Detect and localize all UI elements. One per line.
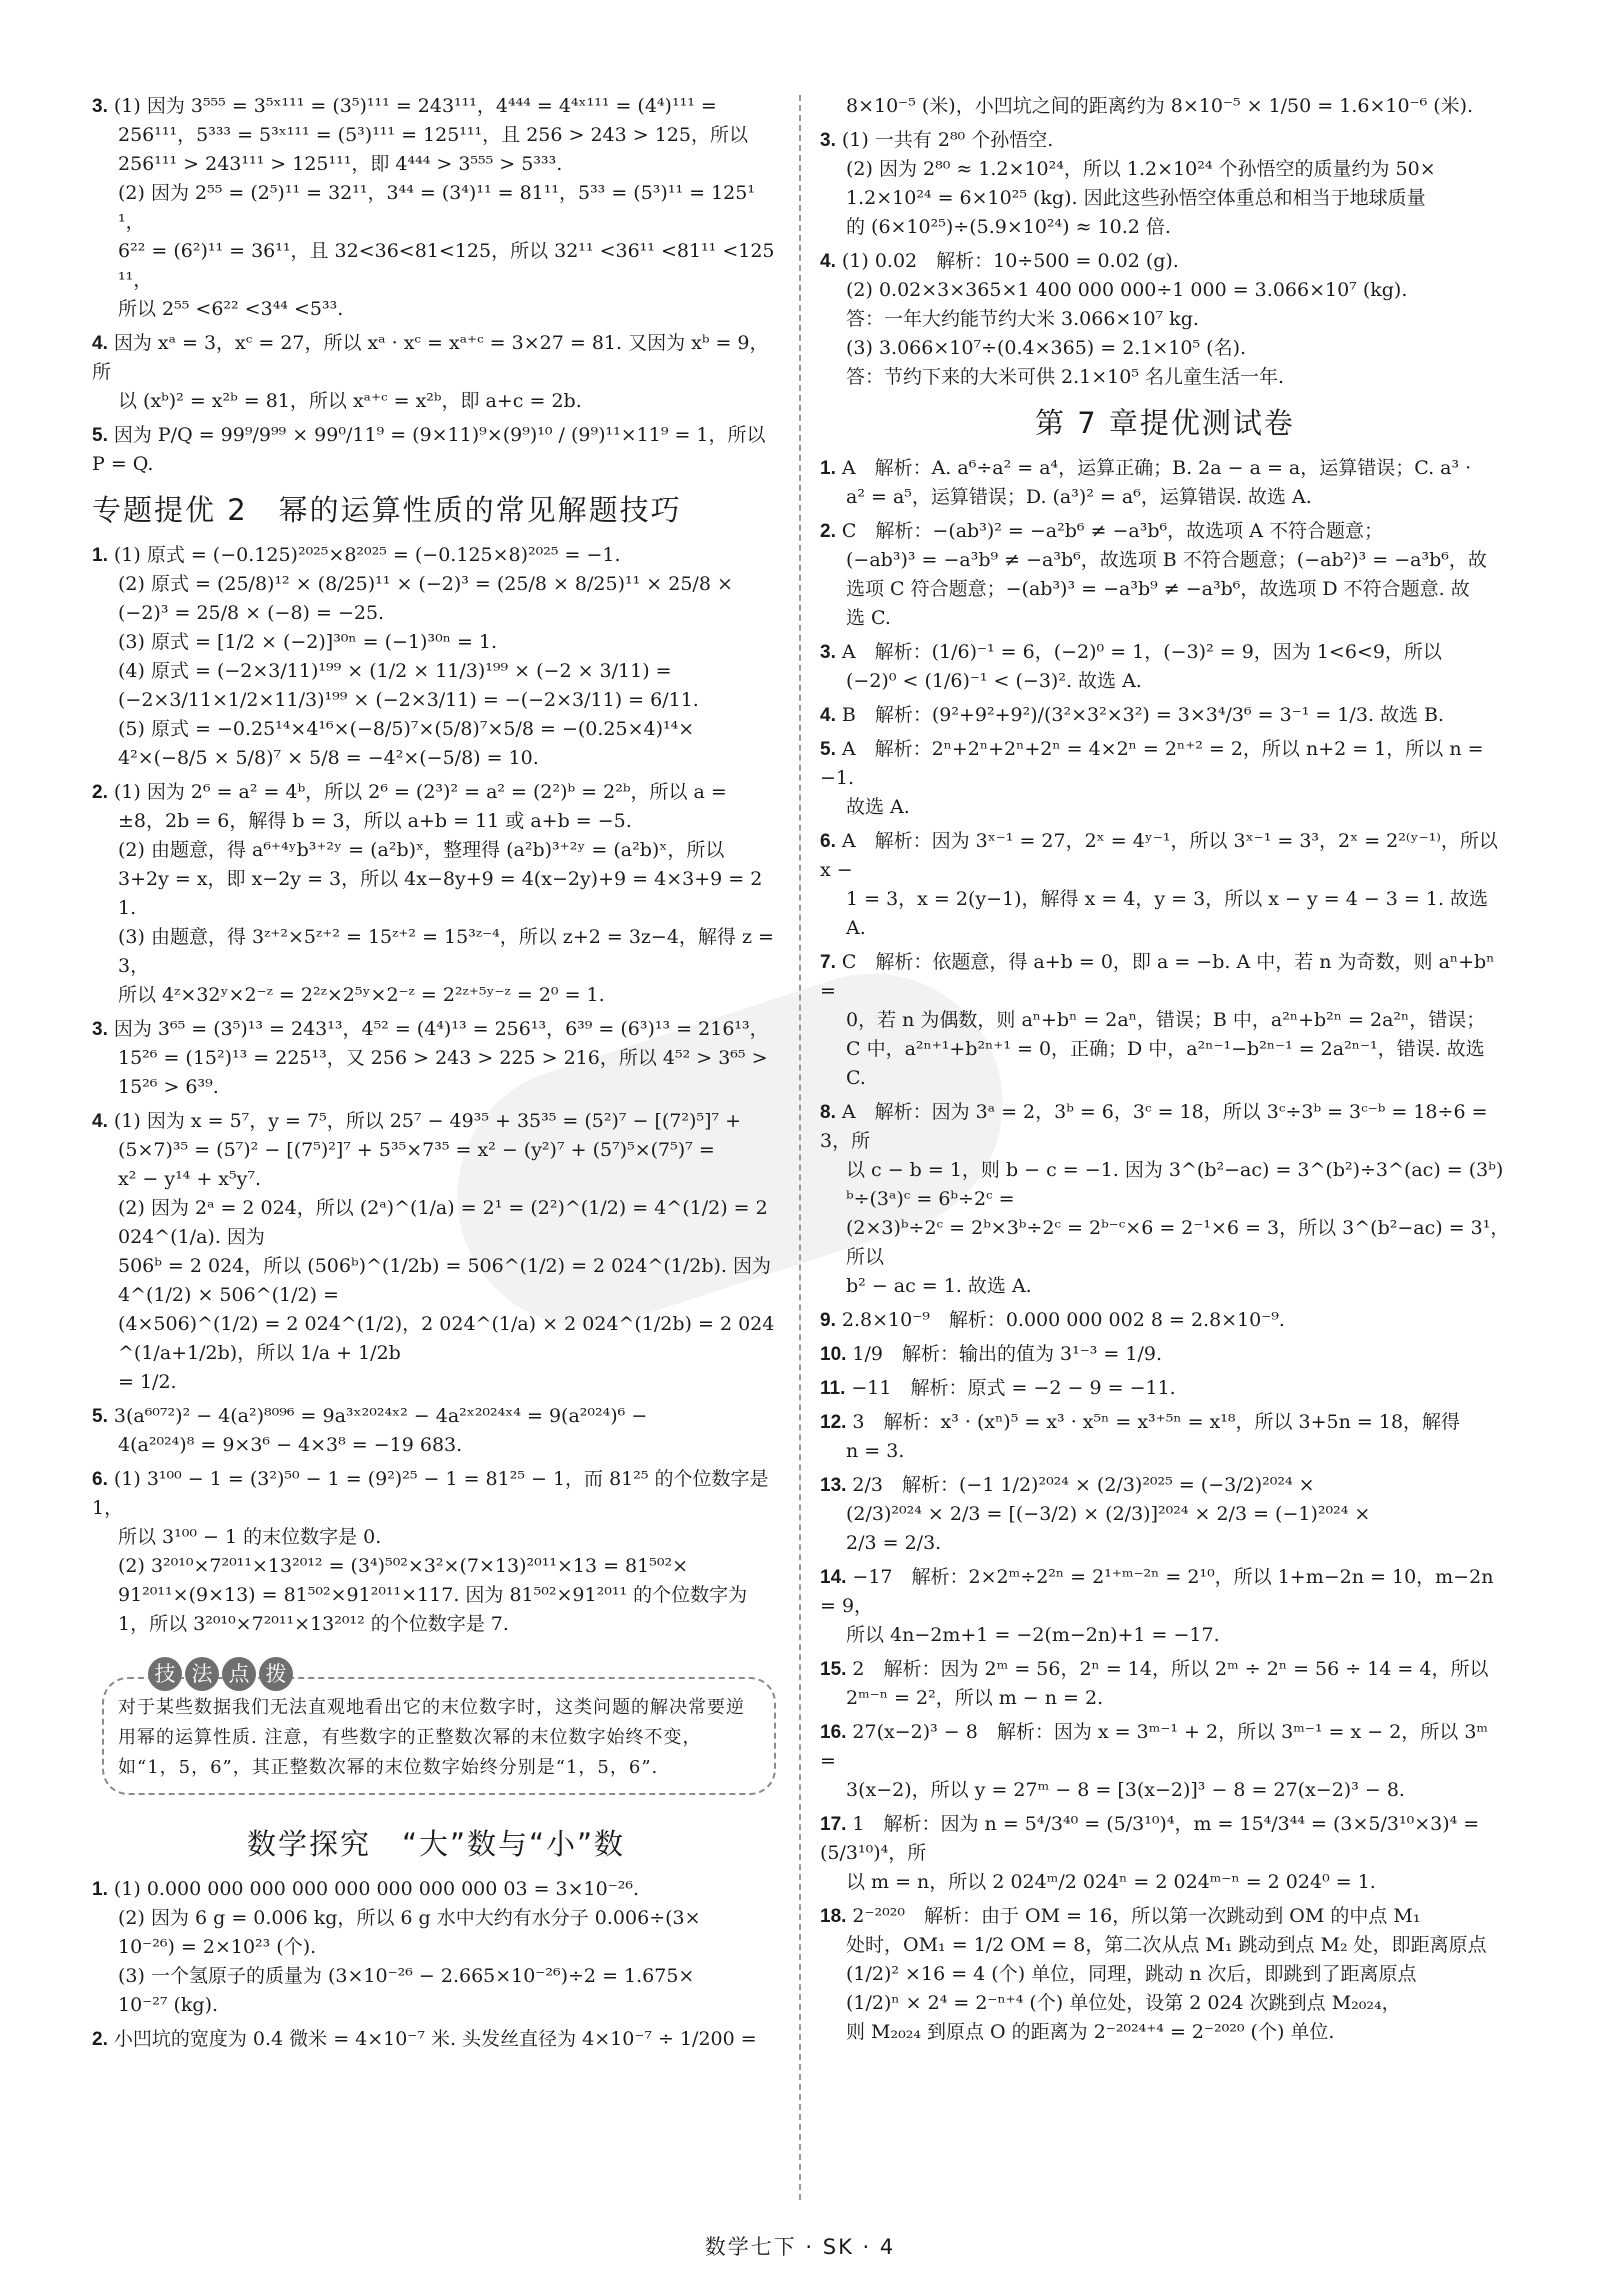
answer-line — [820, 483, 1510, 512]
answer-item — [820, 827, 1510, 943]
answer-line — [820, 1272, 1510, 1301]
answer-line — [820, 1471, 1510, 1500]
answer-line — [820, 126, 1510, 155]
answer-line — [820, 454, 1510, 483]
answer-text: A 解析：2ⁿ+2ⁿ+2ⁿ+2ⁿ = 4×2ⁿ = 2ⁿ⁺² = 2，所以 n+2 = 1，所以 n = −1. — [820, 738, 1484, 789]
right-items-group-2 — [820, 454, 1510, 2047]
answer-text: n = 3. — [846, 1440, 905, 1462]
answer-text: 3(a⁶⁰⁷²)² − 4(a²)⁸⁰⁹⁶ = 9a³ˣ²⁰²⁴ˣ² − 4a²ˣ²⁰²⁴ˣ⁴ = 9(a²⁰²⁴)⁶ − — [113, 1405, 648, 1427]
answer-line — [820, 1776, 1510, 1805]
answer-item — [92, 2025, 780, 2054]
answer-text: 则 M₂₀₂₄ 到原点 O 的距离为 2⁻²⁰²⁴⁺⁴ = 2⁻²⁰²⁰ (个) 单位. — [846, 2021, 1335, 2043]
answer-line — [820, 667, 1510, 696]
answer-line — [92, 570, 780, 599]
answer-line — [92, 421, 780, 479]
section-title-topic2: 专题提优 2 幂的运算性质的常见解题技巧 — [92, 493, 682, 527]
answer-text: ±8，2b = 6，解得 b = 3，所以 a+b = 11 或 a+b = −5. — [118, 810, 632, 832]
answer-text: (2) 3²⁰¹⁰×7²⁰¹¹×13²⁰¹² = (3⁴)⁵⁰²×3²×(7×13)²⁰¹¹×13 = 81⁵⁰²× — [118, 1555, 688, 1577]
section-title-chapter7: 第 7 章提优测试卷 — [1035, 406, 1295, 440]
answer-text: (1) 一共有 2⁸⁰ 个孙悟空. — [841, 129, 1054, 151]
answer-line — [820, 1718, 1510, 1776]
answer-text: 2ᵐ⁻ⁿ = 2²，所以 m − n = 2. — [846, 1687, 1104, 1709]
answer-item — [820, 638, 1510, 696]
answer-line — [92, 1991, 780, 2020]
answer-text: 1，所以 3²⁰¹⁰×7²⁰¹¹×13²⁰¹² 的个位数字是 7. — [118, 1613, 509, 1635]
answer-line — [92, 237, 780, 295]
left-items-group-2 — [92, 541, 780, 1639]
answer-line — [820, 1655, 1510, 1684]
answer-item — [820, 1718, 1510, 1805]
answer-text: (5) 原式 = −0.25¹⁴×4¹⁶×(−8/5)⁷×(5/8)⁷×5/8 = −(0.25×4)¹⁴× — [118, 718, 695, 740]
answer-line — [820, 701, 1510, 730]
answer-line — [92, 744, 780, 773]
answer-line — [820, 2018, 1510, 2047]
answer-item — [820, 1408, 1510, 1466]
answer-text: 10⁻²⁶) = 2×10²³ (个). — [118, 1936, 317, 1958]
item-number: 4. — [820, 705, 836, 726]
answer-text: (1/2)² ×16 = 4 (个) 单位，同理，跳动 n 次后，即跳到了距离原点 — [846, 1963, 1417, 1985]
answer-line — [92, 541, 780, 570]
item-number: 13. — [820, 1475, 847, 1496]
answer-text: (2/3)²⁰²⁴ × 2/3 = [(−3/2) × (2/3)]²⁰²⁴ × 2/3 = (−1)²⁰²⁴ × — [846, 1503, 1371, 1525]
answer-line — [92, 1136, 780, 1165]
answer-line — [820, 305, 1510, 334]
answer-text: 选项 C 符合题意；−(ab³)³ = −a³b⁹ ≠ −a³b⁶，故选项 D 不符合题意. 故 — [846, 578, 1470, 600]
answer-text: (2) 由题意，得 a⁶⁺⁴ʸb³⁺²ʸ = (a²b)ˣ，整理得 (a²b)³⁺²ʸ = (a²b)ˣ，所以 — [118, 839, 725, 861]
answer-text: B 解析：(9²+9²+9²)/(3²×3²×3²) = 3×3⁴/3⁶ = 3⁻¹ = 1/3. 故选 B. — [841, 704, 1445, 726]
left-items-group — [92, 92, 780, 479]
tip-badge-char: 法 — [185, 1657, 219, 1691]
answer-text: 2⁻²⁰²⁰ 解析：由于 OM = 16，所以第一次跳动到 OM 的中点 M₁ — [852, 1905, 1421, 1927]
answer-line — [92, 865, 780, 923]
answer-line — [820, 1931, 1510, 1960]
answer-text: (4) 原式 = (−2×3/11)¹⁹⁹ × (1/2 × 11/3)¹⁹⁹ × (−2 × 3/11) = — [118, 660, 672, 682]
answer-text: 2 解析：因为 2ᵐ = 56，2ⁿ = 14，所以 2ᵐ ÷ 2ⁿ = 56 ÷ 14 = 4，所以 — [852, 1658, 1489, 1680]
answer-text: 以 (xᵇ)² = x²ᵇ = 81，所以 xᵃ⁺ᶜ = x²ᵇ，即 a+c = 2b. — [118, 390, 582, 412]
answer-text: 选 C. — [846, 607, 891, 629]
answer-line — [92, 1252, 780, 1310]
answer-text: 的 (6×10²⁵)÷(5.9×10²⁴) ≈ 10.2 倍. — [846, 216, 1171, 238]
answer-text: (2) 原式 = (25/8)¹² × (8/25)¹¹ × (−2)³ = (25/8 × 8/25)¹¹ × 25/8 × — [118, 573, 733, 595]
item-number: 16. — [820, 1722, 847, 1743]
answer-line — [820, 638, 1510, 667]
answer-text: A 解析：因为 3ᵃ = 2，3ᵇ = 6，3ᶜ = 18，所以 3ᶜ÷3ᵇ = 3ᶜ⁻ᵇ = 18÷6 = 3，所 — [820, 1101, 1488, 1152]
answer-line — [92, 329, 780, 387]
answer-line — [92, 121, 780, 150]
answer-text: (−ab³)³ = −a³b⁹ ≠ −a³b⁶，故选项 B 不符合题意；(−ab²)³ = −a³b⁶，故 — [846, 549, 1487, 571]
answer-text: 所以 4n−2m+1 = −2(m−2n)+1 = −17. — [846, 1624, 1220, 1646]
answer-text: 6²² = (6²)¹¹ = 36¹¹，且 32<36<81<125，所以 32¹¹ <36¹¹ <81¹¹ <125¹¹， — [118, 240, 775, 291]
answer-line — [92, 2025, 780, 2054]
answer-line — [820, 334, 1510, 363]
item-number: 3. — [820, 130, 836, 151]
answer-line — [820, 1214, 1510, 1272]
page-footer: 数学七下 · SK · 4 — [704, 2235, 896, 2259]
answer-item — [820, 1306, 1510, 1335]
answer-line — [92, 1368, 780, 1397]
answer-text: (1/2)ⁿ × 2⁴ = 2⁻ⁿ⁺⁴ (个) 单位处，设第 2 024 次跳到点 M₂₀₂₄， — [846, 1992, 1401, 2014]
answer-text: (1) 因为 3⁵⁵⁵ = 3⁵ˣ¹¹¹ = (3⁵)¹¹¹ = 243¹¹¹，4⁴⁴⁴ = 4⁴ˣ¹¹¹ = (4⁴)¹¹¹ = — [113, 95, 717, 117]
item-number: 3. — [820, 642, 836, 663]
answer-text: (5×7)³⁵ = (5⁷)² − [(7⁵)²]⁷ + 5³⁵×7³⁵ = x² − (y²)⁷ + (5⁷)⁵×(7⁵)⁷ = — [118, 1139, 715, 1161]
answer-item — [92, 541, 780, 773]
answer-text: 以 c − b = 1，则 b − c = −1. 因为 3^(b²−ac) = 3^(b²)÷3^(ac) = (3ᵇ)ᵇ÷(3ᵃ)ᶜ = 6ᵇ÷2ᶜ = — [846, 1159, 1504, 1210]
item-number: 15. — [820, 1659, 847, 1680]
answer-line — [820, 1684, 1510, 1713]
answer-text: (2) 因为 2⁵⁵ = (2⁵)¹¹ = 32¹¹，3⁴⁴ = (3⁴)¹¹ = 81¹¹，5³³ = (5³)¹¹ = 125¹¹， — [118, 182, 755, 233]
answer-text: 小凹坑的宽度为 0.4 微米 = 4×10⁻⁷ 米. 头发丝直径为 4×10⁻⁷ ÷ 1/200 = — [113, 2028, 757, 2050]
item-number: 5. — [92, 425, 108, 446]
answer-line — [92, 179, 780, 237]
answer-line — [92, 923, 780, 981]
item-number: 14. — [820, 1567, 847, 1588]
answer-line — [820, 948, 1510, 1006]
answer-item — [92, 329, 780, 416]
answer-line — [820, 1098, 1510, 1156]
answer-text: 1/9 解析：输出的值为 3¹⁻³ = 1/9. — [852, 1343, 1163, 1365]
tip-box — [102, 1662, 776, 1795]
answer-line — [92, 150, 780, 179]
answer-line — [92, 1107, 780, 1136]
answer-line — [820, 1989, 1510, 2018]
answer-line — [92, 1194, 780, 1252]
answer-line — [92, 387, 780, 416]
answer-text: 故选 A. — [846, 796, 910, 818]
answer-line — [92, 1581, 780, 1610]
answer-text: 8×10⁻⁵ (米)，小凹坑之间的距离约为 8×10⁻⁵ × 1/50 = 1.6×10⁻⁶ (米). — [846, 95, 1474, 117]
answer-text: 答：节约下来的大米可供 2.1×10⁵ 名儿童生活一年. — [846, 366, 1285, 388]
right-items-group — [820, 92, 1510, 392]
answer-line — [92, 686, 780, 715]
answer-item — [820, 517, 1510, 633]
answer-text: 15²⁶ = (15²)¹³ = 225¹³，又 256 > 243 > 225 > 216，所以 4⁵² > 3⁶⁵ > — [118, 1047, 768, 1069]
answer-text: 所以 2⁵⁵ <6²² <3⁴⁴ <5³³. — [118, 298, 344, 320]
answer-text: b² − ac = 1. 故选 A. — [846, 1275, 1032, 1297]
answer-text: (−2)³ = 25/8 × (−8) = −25. — [118, 602, 385, 624]
answer-text: 处时，OM₁ = 1/2 OM = 8，第二次从点 M₁ 跳动到点 M₂ 处，即距离原点 — [846, 1934, 1487, 1956]
answer-text: 3+2y = x，即 x−2y = 3，所以 4x−8y+9 = 4(x−2y)+9 = 4×3+9 = 21. — [118, 868, 763, 919]
answer-line — [92, 1610, 780, 1639]
answer-text: (2×3)ᵇ÷2ᶜ = 2ᵇ×3ᵇ÷2ᶜ = 2ᵇ⁻ᶜ×6 = 2⁻¹×6 = 3，所以 3^(b²−ac) = 3¹，所以 — [846, 1217, 1510, 1268]
answer-line — [92, 599, 780, 628]
right-column — [820, 92, 1510, 2052]
answer-text: (2) 因为 6 g = 0.006 kg，所以 6 g 水中大约有水分子 0.006÷(3× — [118, 1907, 701, 1929]
answer-item — [92, 1107, 780, 1397]
item-number: 1. — [92, 1879, 108, 1900]
item-number: 12. — [820, 1412, 847, 1433]
item-number: 5. — [92, 1406, 108, 1427]
answer-item — [820, 126, 1510, 242]
answer-text: (2) 因为 2ᵃ = 2 024，所以 (2ᵃ)^(1/a) = 2¹ = (2²)^(1/2) = 4^(1/2) = 2 024^(1/a). 因为 — [118, 1197, 768, 1248]
answer-text: 答：一年大约能节约大米 3.066×10⁷ kg. — [846, 308, 1199, 330]
item-number: 5. — [820, 739, 836, 760]
answer-line — [820, 517, 1510, 546]
answer-text: 1 解析：因为 n = 5⁴/3⁴⁰ = (5/3¹⁰)⁴，m = 15⁴/3⁴⁴ = (3×5/3¹⁰×3)⁴ = (5/3¹⁰)⁴，所 — [820, 1813, 1480, 1864]
answer-text: 所以 4ᶻ×32ʸ×2⁻ᶻ = 2²ᶻ×2⁵ʸ×2⁻ᶻ = 2²ᶻ⁺⁵ʸ⁻ᶻ = 2⁰ = 1. — [118, 984, 605, 1006]
answer-line — [820, 1408, 1510, 1437]
item-number: 2. — [820, 521, 836, 542]
answer-item — [92, 1875, 780, 2020]
answer-text: C 中，a²ⁿ⁺¹+b²ⁿ⁺¹ = 0，正确；D 中，a²ⁿ⁻¹−b²ⁿ⁻¹ = 2a²ⁿ⁻¹，错误. 故选 C. — [846, 1038, 1485, 1089]
item-number: 7. — [820, 952, 836, 973]
section-title-explore: 数学探究 “大”数与“小”数 — [246, 1827, 626, 1861]
answer-text: 因为 xᵃ = 3，xᶜ = 27，所以 xᵃ · xᶜ = xᵃ⁺ᶜ = 3×27 = 81. 又因为 xᵇ = 9，所 — [92, 332, 769, 383]
answer-item — [820, 948, 1510, 1093]
item-number: 2. — [92, 782, 108, 803]
answer-line — [820, 1340, 1510, 1369]
answer-text: (1) 0.02 解析：10÷500 = 0.02 (g). — [841, 250, 1179, 272]
answer-text: a² = a⁵，运算错误；D. (a³)² = a⁶，运算错误. 故选 A. — [846, 486, 1312, 508]
answer-text: = 1/2. — [118, 1371, 177, 1393]
answer-line — [92, 1523, 780, 1552]
answer-text: 506ᵇ = 2 024，所以 (506ᵇ)^(1/2b) = 506^(1/2) = 2 024^(1/2b). 因为 4^(1/2) × 506^(1/2) = — [118, 1255, 772, 1306]
answer-text: A 解析：(1/6)⁻¹ = 6，(−2)⁰ = 1，(−3)² = 9，因为 1<6<9，所以 — [841, 641, 1442, 663]
answer-line — [92, 1933, 780, 1962]
answer-text: 所以 3¹⁰⁰ − 1 的末位数字是 0. — [118, 1526, 382, 1548]
answer-line — [820, 276, 1510, 305]
answer-line — [92, 807, 780, 836]
answer-line — [92, 715, 780, 744]
answer-line — [92, 1310, 780, 1368]
answer-item — [820, 1340, 1510, 1369]
answer-line — [92, 1875, 780, 1904]
answer-line — [820, 213, 1510, 242]
answer-text: 10⁻²⁷ (kg). — [118, 1994, 219, 2016]
answer-line — [92, 295, 780, 324]
explore-items-group — [92, 1875, 780, 2054]
answer-line — [92, 1552, 780, 1581]
answer-text: (−2×3/11×1/2×11/3)¹⁹⁹ × (−2×3/11) = −(−2×3/11) = 6/11. — [118, 689, 699, 711]
answer-text: x² − y¹⁴ + x⁵y⁷. — [118, 1168, 262, 1190]
item-number: 1. — [820, 458, 836, 479]
answer-line — [92, 836, 780, 865]
answer-line — [820, 1810, 1510, 1868]
answer-line — [820, 1374, 1510, 1403]
answer-text: 因为 3⁶⁵ = (3⁵)¹³ = 243¹³，4⁵² = (4⁴)¹³ = 256¹³，6³⁹ = (6³)¹³ = 216¹³， — [113, 1018, 769, 1040]
answer-text: 3 解析：x³ · (xⁿ)⁵ = x³ · x⁵ⁿ = x³⁺⁵ⁿ = x¹⁸，所以 3+5n = 18，解得 — [852, 1411, 1461, 1433]
answer-text: (4×506)^(1/2) = 2 024^(1/2)，2 024^(1/a) × 2 024^(1/2b) = 2 024^(1/a+1/2b)，所以 1/a + 1/2b — [118, 1313, 775, 1364]
item-number: 4. — [92, 1111, 108, 1132]
answer-text: 256¹¹¹ > 243¹¹¹ > 125¹¹¹，即 4⁴⁴⁴ > 3⁵⁵⁵ > 5³³³. — [118, 153, 563, 175]
answer-line — [92, 1962, 780, 1991]
item-number: 17. — [820, 1814, 847, 1835]
answer-item — [92, 1465, 780, 1639]
answer-text: C 解析：−(ab³)² = −a²b⁶ ≠ −a³b⁶，故选项 A 不符合题意； — [841, 520, 1383, 542]
answer-text: (1) 因为 x = 5⁷，y = 7⁵，所以 25⁷ − 49³⁵ + 35³⁵ = (5²)⁷ − [(7²)⁵]⁷ + — [113, 1110, 742, 1132]
answer-text: A 解析：因为 3ˣ⁻¹ = 27，2ˣ = 4ʸ⁻¹，所以 3ˣ⁻¹ = 3³，2ˣ = 2²⁽ʸ⁻¹⁾，所以 x − — [820, 830, 1498, 881]
answer-text: 2.8×10⁻⁹ 解析：0.000 000 002 8 = 2.8×10⁻⁹. — [841, 1309, 1285, 1331]
answer-line — [92, 778, 780, 807]
answer-text: (1) 0.000 000 000 000 000 000 000 000 03 = 3×10⁻²⁶. — [113, 1878, 640, 1900]
answer-line — [820, 92, 1510, 121]
answer-line — [820, 1035, 1510, 1093]
answer-line — [820, 1621, 1510, 1650]
item-number: 10. — [820, 1344, 847, 1365]
tip-text: 对于某些数据我们无法直观地看出它的末位数字时，这类问题的解决常要逆用幂的运算性质. 注意，有些数字的正整数次幂的末位数字始终不变，如“1，5，6”，其正整数次幂的末位数字始终分别是“1，5，6”. — [118, 1697, 745, 1778]
answer-text: (1) 3¹⁰⁰ − 1 = (3²)⁵⁰ − 1 = (9²)²⁵ − 1 = 81²⁵ − 1，而 81²⁵ 的个位数字是 1， — [92, 1468, 769, 1519]
item-number: 2. — [92, 2029, 108, 2050]
answer-line — [820, 1156, 1510, 1214]
tip-badge-char: 点 — [222, 1657, 256, 1691]
answer-line — [92, 628, 780, 657]
answer-line — [820, 1529, 1510, 1558]
answer-item — [92, 92, 780, 324]
answer-line — [820, 1868, 1510, 1897]
answer-item — [820, 1098, 1510, 1301]
answer-text: 因为 P/Q = 99⁹/9⁹⁹ × 99⁰/11⁹ = (9×11)⁹×(9⁹)¹⁰ / (9⁹)¹¹×11⁹ = 1，所以 P = Q. — [92, 424, 766, 475]
answer-text: (1) 因为 2⁶ = a² = 4ᵇ，所以 2⁶ = (2³)² = a² = (2²)ᵇ = 2²ᵇ，所以 a = — [113, 781, 727, 803]
item-number: 9. — [820, 1310, 836, 1331]
answer-line — [820, 1500, 1510, 1529]
tip-badge-char: 拨 — [259, 1657, 293, 1691]
answer-item — [92, 1015, 780, 1102]
answer-text: 4(a²⁰²⁴)⁸ = 9×3⁶ − 4×3⁸ = −19 683. — [118, 1434, 463, 1456]
answer-text: 以 m = n，所以 2 024ᵐ/2 024ⁿ = 2 024ᵐ⁻ⁿ = 2 024⁰ = 1. — [846, 1871, 1376, 1893]
answer-line — [820, 604, 1510, 633]
item-number: 3. — [92, 96, 108, 117]
answer-line — [92, 1015, 780, 1044]
answer-line — [92, 1073, 780, 1102]
answer-text: 1.2×10²⁴ = 6×10²⁵ (kg). 因此这些孙悟空体重总和相当于地球质量 — [846, 187, 1426, 209]
answer-line — [92, 1465, 780, 1523]
answer-item — [820, 735, 1510, 822]
answer-text: −17 解析：2×2ᵐ÷2²ⁿ = 2¹⁺ᵐ⁻²ⁿ = 2¹⁰，所以 1+m−2n = 10，m−2n = 9， — [820, 1566, 1494, 1617]
item-number: 3. — [92, 1019, 108, 1040]
answer-line — [92, 92, 780, 121]
answer-line — [820, 1902, 1510, 1931]
item-number: 1. — [92, 545, 108, 566]
answer-line — [92, 657, 780, 686]
tip-badge-char: 技 — [148, 1657, 182, 1691]
answer-text: C 解析：依题意，得 a+b = 0，即 a = −b. A 中，若 n 为奇数，则 aⁿ+bⁿ = — [820, 951, 1495, 1002]
answer-line — [820, 363, 1510, 392]
item-number: 8. — [820, 1102, 836, 1123]
answer-item — [820, 701, 1510, 730]
answer-line — [820, 247, 1510, 276]
answer-line — [820, 885, 1510, 943]
answer-line — [820, 735, 1510, 793]
answer-text: 15²⁶ > 6³⁹. — [118, 1076, 219, 1098]
item-number: 6. — [92, 1469, 108, 1490]
answer-line — [820, 1437, 1510, 1466]
answer-text: A 解析：A. a⁶÷a² = a⁴，运算正确；B. 2a − a = a，运算错误；C. a³ · — [841, 457, 1472, 479]
item-number: 18. — [820, 1906, 847, 1927]
answer-text: 2/3 解析：(−1 1/2)²⁰²⁴ × (2/3)²⁰²⁵ = (−3/2)²⁰²⁴ × — [852, 1474, 1315, 1496]
item-number: 4. — [92, 333, 108, 354]
answer-text: 1 = 3，x = 2(y−1)，解得 x = 4，y = 3，所以 x − y = 4 − 3 = 1. 故选 A. — [846, 888, 1489, 939]
answer-line — [820, 575, 1510, 604]
answer-item — [820, 247, 1510, 392]
item-number: 4. — [820, 251, 836, 272]
answer-item — [820, 1471, 1510, 1558]
answer-text: (3) 3.066×10⁷÷(0.4×365) = 2.1×10⁵ (名). — [846, 337, 1247, 359]
item-number: 6. — [820, 831, 836, 852]
answer-text: (2) 0.02×3×365×1 400 000 000÷1 000 = 3.066×10⁷ (kg). — [846, 279, 1408, 301]
answer-line — [820, 1563, 1510, 1621]
answer-text: (2) 因为 2⁸⁰ ≈ 1.2×10²⁴，所以 1.2×10²⁴ 个孙悟空的质量约为 50× — [846, 158, 1436, 180]
answer-item — [820, 92, 1510, 121]
answer-text: (3) 原式 = [1/2 × (−2)]³⁰ⁿ = (−1)³⁰ⁿ = 1. — [118, 631, 498, 653]
answer-text: (−2)⁰ < (1/6)⁻¹ < (−3)². 故选 A. — [846, 670, 1142, 692]
column-divider — [799, 95, 801, 2200]
answer-text: (3) 一个氢原子的质量为 (3×10⁻²⁶ − 2.665×10⁻²⁶)÷2 = 1.675× — [118, 1965, 695, 1987]
left-column — [92, 92, 780, 2059]
answer-line — [92, 981, 780, 1010]
answer-item — [92, 421, 780, 479]
answer-line — [92, 1402, 780, 1431]
answer-line — [92, 1044, 780, 1073]
answer-item — [820, 1655, 1510, 1713]
answer-item — [820, 1374, 1510, 1403]
answer-text: 256¹¹¹，5³³³ = 5³ˣ¹¹¹ = (5³)¹¹¹ = 125¹¹¹，且 256 > 243 > 125，所以 — [118, 124, 748, 146]
answer-line — [820, 155, 1510, 184]
answer-item — [92, 1402, 780, 1460]
answer-line — [820, 1306, 1510, 1335]
answer-text: 91²⁰¹¹×(9×13) = 81⁵⁰²×91²⁰¹¹×117. 因为 81⁵⁰²×91²⁰¹¹ 的个位数字为 — [118, 1584, 748, 1606]
answer-line — [92, 1904, 780, 1933]
answer-text: 4²×(−8/5 × 5/8)⁷ × 5/8 = −4²×(−5/8) = 10. — [118, 747, 539, 769]
answer-item — [820, 1810, 1510, 1897]
answer-line — [820, 184, 1510, 213]
answer-text: (1) 原式 = (−0.125)²⁰²⁵×8²⁰²⁵ = (−0.125×8)²⁰²⁵ = −1. — [113, 544, 621, 566]
answer-text: (3) 由题意，得 3ᶻ⁺²×5ᶻ⁺² = 15ᶻ⁺² = 15³ᶻ⁻⁴，所以 z+2 = 3z−4，解得 z = 3， — [118, 926, 774, 977]
answer-text: −11 解析：原式 = −2 − 9 = −11. — [851, 1377, 1176, 1399]
answer-line — [820, 827, 1510, 885]
tip-badge — [148, 1657, 296, 1691]
answer-text: 2/3 = 2/3. — [846, 1532, 942, 1554]
answer-item — [820, 1563, 1510, 1650]
answer-text: 0，若 n 为偶数，则 aⁿ+bⁿ = 2aⁿ，错误；B 中，a²ⁿ+b²ⁿ = 2a²ⁿ，错误； — [846, 1009, 1486, 1031]
answer-line — [820, 1960, 1510, 1989]
answer-line — [92, 1165, 780, 1194]
answer-item — [820, 454, 1510, 512]
answer-line — [92, 1431, 780, 1460]
answer-item — [92, 778, 780, 1010]
answer-text: 27(x−2)³ − 8 解析：因为 x = 3ᵐ⁻¹ + 2，所以 3ᵐ⁻¹ = x − 2，所以 3ᵐ = — [820, 1721, 1489, 1772]
answer-line — [820, 546, 1510, 575]
item-number: 11. — [820, 1378, 846, 1399]
answer-text: 3(x−2)，所以 y = 27ᵐ − 8 = [3(x−2)]³ − 8 = 27(x−2)³ − 8. — [846, 1779, 1405, 1801]
answer-item — [820, 1902, 1510, 2047]
answer-line — [820, 793, 1510, 822]
answer-line — [820, 1006, 1510, 1035]
